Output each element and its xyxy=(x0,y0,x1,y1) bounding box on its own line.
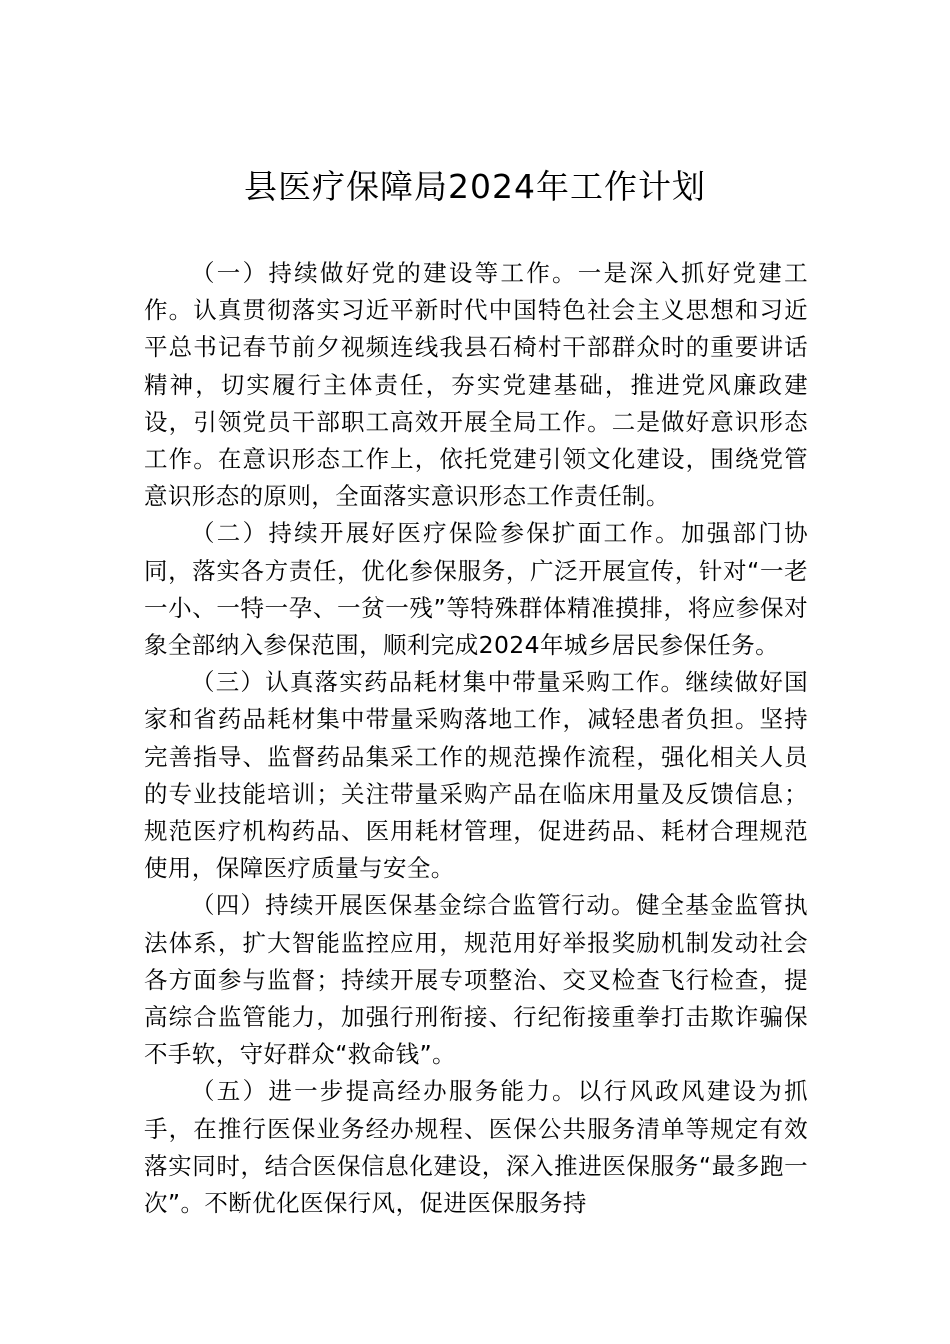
document-title: 县医疗保障局2024年工作计划 xyxy=(244,167,706,206)
paragraph-4: （四）持续开展医保基金综合监管行动。健全基金监管执法体系，扩大智能监控应用，规范用好举报奖励机制发动社会各方面参与监督；持续开展专项整治、交叉检查飞行检查，提高综合监管能力，加强行刑衔接、行纪衔接重拳打击欺诈骗保不手软，守好群众“救命钱”。 xyxy=(144,891,808,1069)
paragraph-2: （二）持续开展好医疗保险参保扩面工作。加强部门协同，落实各方责任，优化参保服务，广泛开展宣传，针对“一老一小、一特一孕、一贫一残”等特殊群体精准摸排，将应参保对象全部纳入参保范围，顺利完成2024年城乡居民参保任务。 xyxy=(144,519,808,660)
paragraph-1: （一）持续做好党的建设等工作。一是深入抓好党建工作。认真贯彻落实习近平新时代中国特色社会主义思想和习近平总书记春节前夕视频连线我县石椅村干部群众时的重要讲话精神，切实履行主体责任，夯实党建基础，推进党风廉政建设，引领党员干部职工高效开展全局工作。二是做好意识形态工作。在意识形态工作上，依托党建引领文化建设，围绕党管意识形态的原则，全面落实意识形态工作责任制。 xyxy=(144,259,808,511)
document-body xyxy=(144,255,808,1222)
paragraph-5: （五）进一步提高经办服务能力。以行风政风建设为抓手，在推行医保业务经办规程、医保公共服务清单等规定有效落实同时，结合医保信息化建设，深入推进医保服务“最多跑一次”。不断优化医保行风，促进医保服务持 xyxy=(144,1077,808,1218)
paragraph-3: （三）认真落实药品耗材集中带量采购工作。继续做好国家和省药品耗材集中带量采购落地工作，减轻患者负担。坚持完善指导、监督药品集采工作的规范操作流程，强化相关人员的专业技能培训；关注带量采购产品在临床用量及反馈信息；规范医疗机构药品、医用耗材管理，促进药品、耗材合理规范使用，保障医疗质量与安全。 xyxy=(144,668,808,883)
